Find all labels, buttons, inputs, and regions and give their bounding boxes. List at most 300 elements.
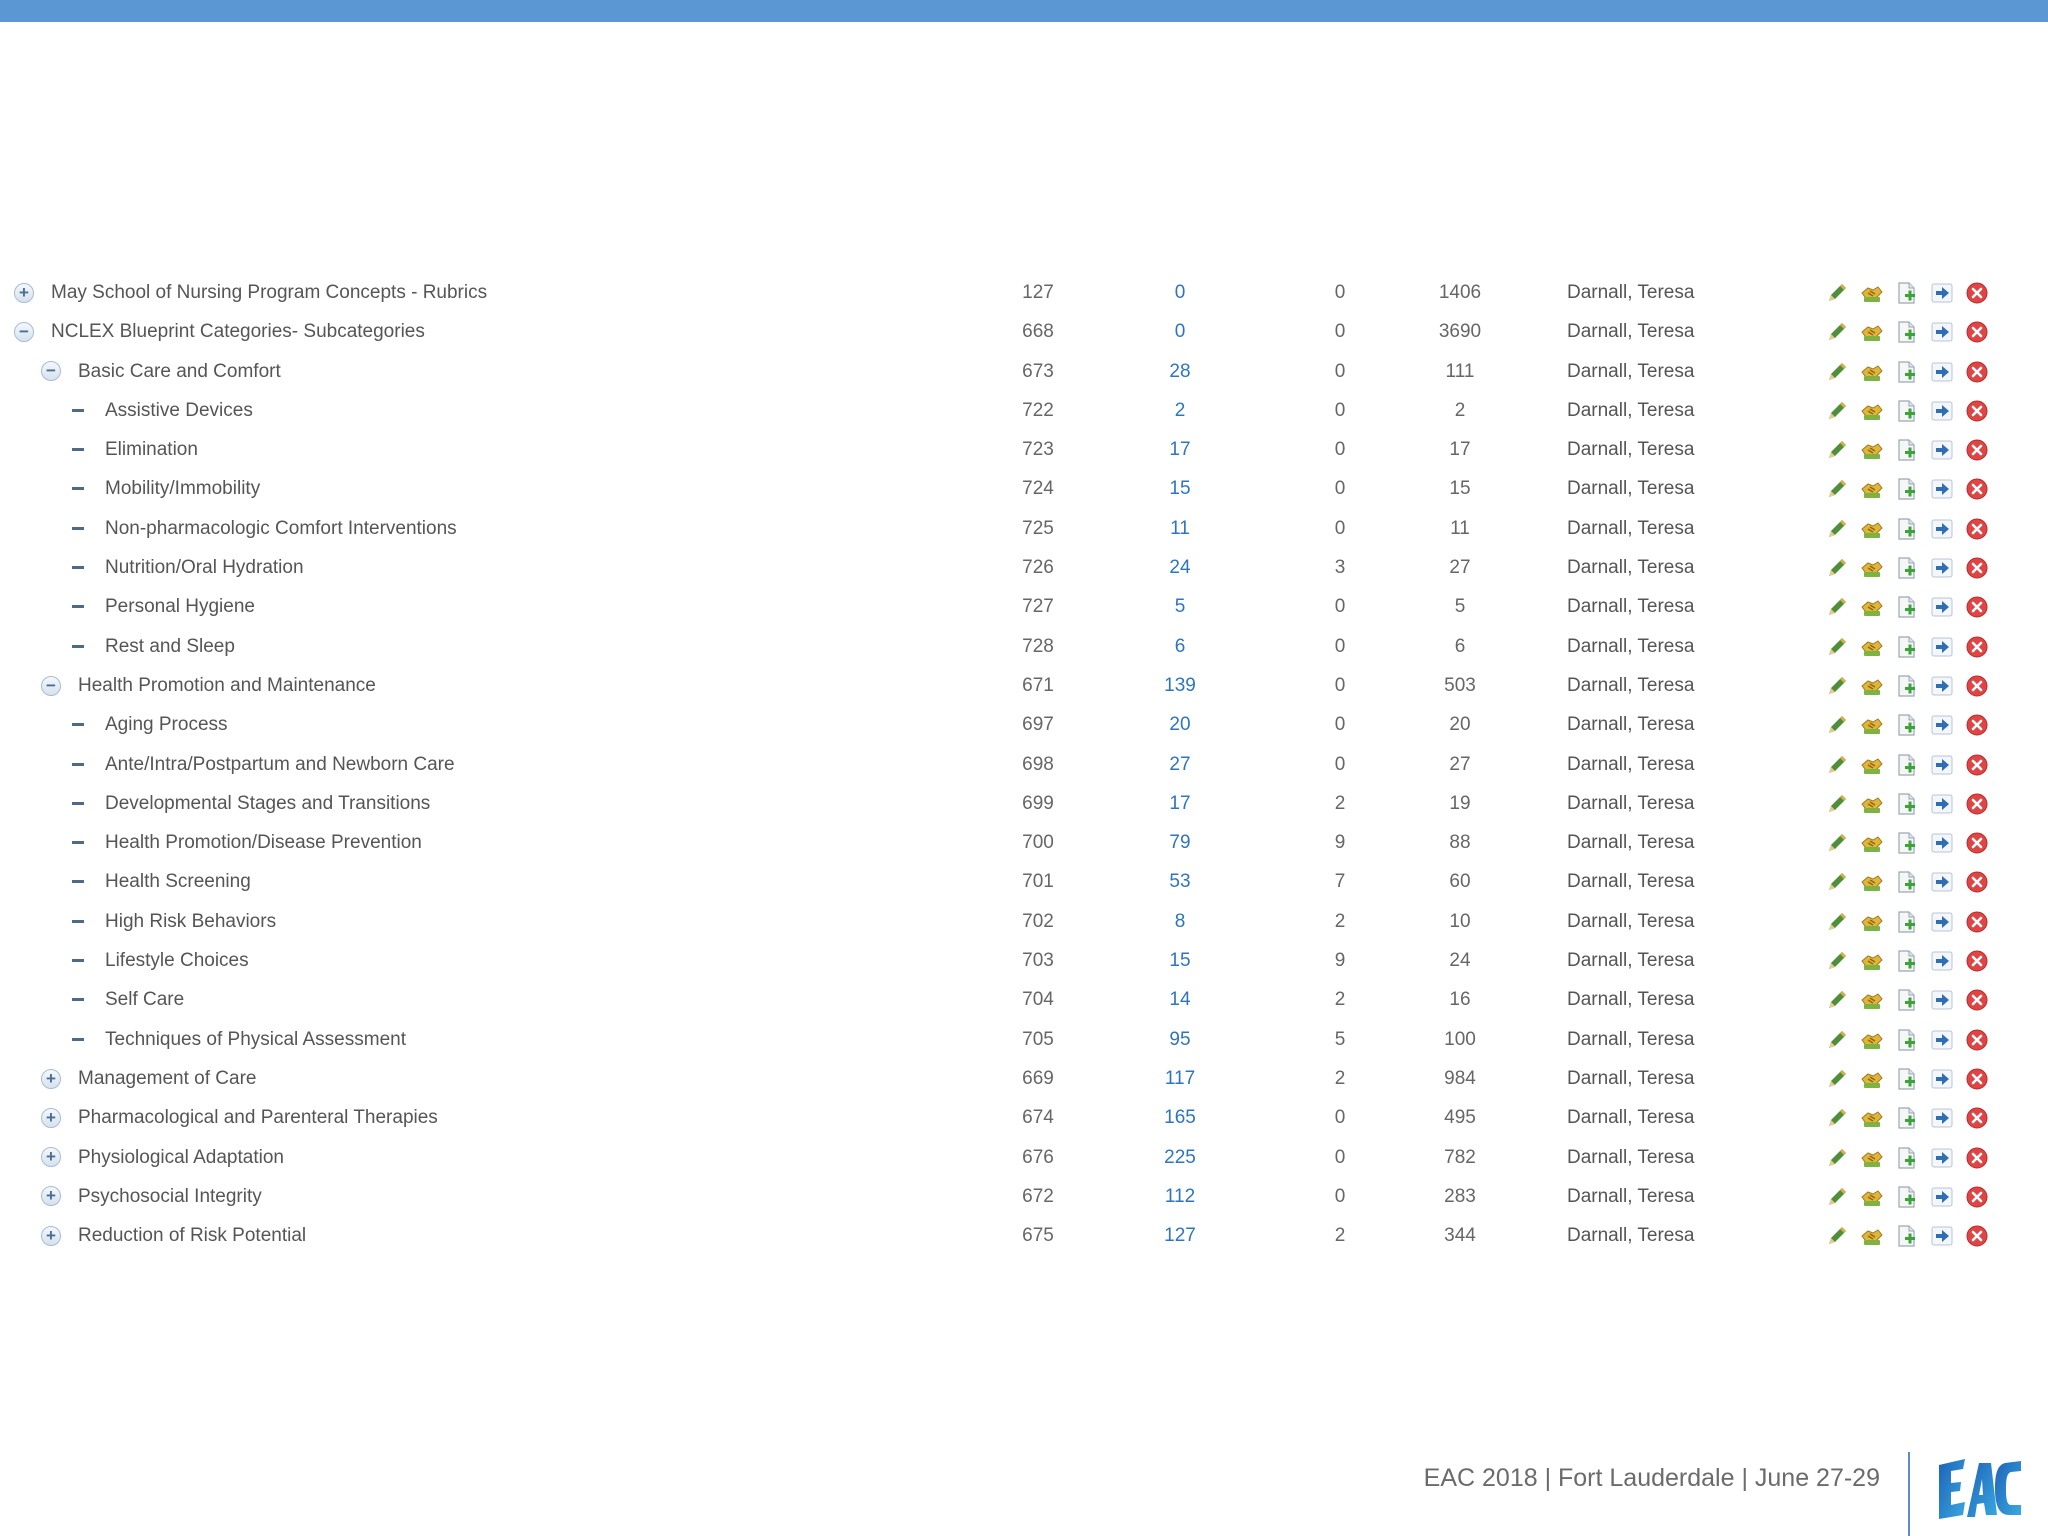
total-count: 503 bbox=[1444, 674, 1476, 696]
delete-icon[interactable] bbox=[1965, 517, 1989, 541]
owner-name: Darnall, Teresa bbox=[1567, 832, 1695, 854]
category-id: 700 bbox=[1022, 832, 1054, 854]
pending-count: 2 bbox=[1334, 989, 1346, 1011]
category-id: 669 bbox=[1022, 1067, 1054, 1089]
category-label: Developmental Stages and Transitions bbox=[105, 792, 431, 814]
row-actions bbox=[1825, 784, 2025, 823]
total-count: 984 bbox=[1444, 1067, 1476, 1089]
total-count: 3690 bbox=[1438, 321, 1482, 343]
edit-pencil-icon[interactable] bbox=[1825, 1224, 1849, 1248]
row-actions bbox=[1825, 273, 2025, 312]
edit-pencil-icon[interactable] bbox=[1825, 831, 1849, 855]
handshake-icon[interactable] bbox=[1860, 635, 1884, 659]
move-arrow-icon[interactable] bbox=[1930, 477, 1954, 501]
question-count-link[interactable]: 15 bbox=[1169, 950, 1191, 972]
move-arrow-icon[interactable] bbox=[1930, 595, 1954, 619]
pending-count: 5 bbox=[1334, 1028, 1346, 1050]
total-count: 111 bbox=[1445, 360, 1475, 382]
handshake-icon[interactable] bbox=[1860, 753, 1884, 777]
handshake-icon[interactable] bbox=[1860, 988, 1884, 1012]
total-count: 100 bbox=[1444, 1028, 1476, 1050]
add-document-icon[interactable] bbox=[1895, 556, 1919, 580]
question-count-link[interactable]: 225 bbox=[1164, 1146, 1196, 1168]
pending-count: 2 bbox=[1334, 1067, 1346, 1089]
edit-pencil-icon[interactable] bbox=[1825, 949, 1849, 973]
add-document-icon[interactable] bbox=[1895, 1106, 1919, 1130]
handshake-icon[interactable] bbox=[1860, 674, 1884, 698]
delete-icon[interactable] bbox=[1965, 713, 1989, 737]
delete-icon[interactable] bbox=[1965, 635, 1989, 659]
add-document-icon[interactable] bbox=[1895, 870, 1919, 894]
move-arrow-icon[interactable] bbox=[1930, 1224, 1954, 1248]
add-document-icon[interactable] bbox=[1895, 949, 1919, 973]
move-arrow-icon[interactable] bbox=[1930, 635, 1954, 659]
dash-icon bbox=[72, 566, 84, 569]
add-document-icon[interactable] bbox=[1895, 517, 1919, 541]
category-label: NCLEX Blueprint Categories- Subcategories bbox=[51, 321, 425, 343]
pending-count: 0 bbox=[1334, 753, 1346, 775]
eac-logo bbox=[1935, 1455, 2025, 1523]
row-actions bbox=[1825, 745, 2025, 784]
handshake-icon[interactable] bbox=[1860, 556, 1884, 580]
row-actions bbox=[1825, 823, 2025, 862]
edit-pencil-icon[interactable] bbox=[1825, 595, 1849, 619]
question-count-link[interactable]: 0 bbox=[1174, 282, 1186, 303]
category-id: 701 bbox=[1022, 871, 1054, 893]
edit-pencil-icon[interactable] bbox=[1825, 870, 1849, 894]
owner-name: Darnall, Teresa bbox=[1567, 792, 1695, 814]
dash-icon bbox=[72, 880, 84, 883]
delete-icon[interactable] bbox=[1965, 556, 1989, 580]
add-document-icon[interactable] bbox=[1895, 595, 1919, 619]
pending-count: 9 bbox=[1334, 832, 1346, 854]
edit-pencil-icon[interactable] bbox=[1825, 635, 1849, 659]
owner-name: Darnall, Teresa bbox=[1567, 1107, 1695, 1129]
handshake-icon[interactable] bbox=[1860, 399, 1884, 423]
dash-icon bbox=[72, 605, 84, 608]
tree-row-rest-and-sleep bbox=[0, 627, 2048, 666]
dash-icon bbox=[72, 448, 84, 451]
pending-count: 0 bbox=[1334, 1107, 1346, 1129]
delete-icon[interactable] bbox=[1965, 1028, 1989, 1052]
move-arrow-icon[interactable] bbox=[1930, 1185, 1954, 1209]
add-document-icon[interactable] bbox=[1895, 1067, 1919, 1091]
handshake-icon[interactable] bbox=[1860, 870, 1884, 894]
delete-icon[interactable] bbox=[1965, 753, 1989, 777]
dash-icon bbox=[72, 645, 84, 648]
question-count-link[interactable]: 112 bbox=[1164, 1185, 1196, 1207]
category-id: 705 bbox=[1022, 1028, 1054, 1050]
dash-icon bbox=[72, 763, 84, 766]
category-id: 672 bbox=[1022, 1185, 1054, 1207]
handshake-icon[interactable] bbox=[1860, 320, 1884, 344]
add-document-icon[interactable] bbox=[1895, 753, 1919, 777]
category-id: 697 bbox=[1022, 714, 1054, 736]
edit-pencil-icon[interactable] bbox=[1825, 713, 1849, 737]
handshake-icon[interactable] bbox=[1860, 1067, 1884, 1091]
owner-name: Darnall, Teresa bbox=[1567, 674, 1695, 696]
pending-count: 0 bbox=[1334, 635, 1346, 657]
tree-row-reduction-of-risk-potential bbox=[0, 1216, 2048, 1255]
tree-row-nclex-blueprint-categories-subcategories bbox=[0, 312, 2048, 351]
row-actions bbox=[1825, 980, 2025, 1019]
question-count-link[interactable]: 139 bbox=[1164, 674, 1196, 696]
handshake-icon[interactable] bbox=[1860, 910, 1884, 934]
collapse-minus-icon[interactable]: − bbox=[14, 322, 34, 342]
category-label: Management of Care bbox=[78, 1067, 257, 1089]
owner-name: Darnall, Teresa bbox=[1567, 321, 1695, 343]
delete-icon[interactable] bbox=[1965, 792, 1989, 816]
total-count: 344 bbox=[1444, 1225, 1476, 1247]
move-arrow-icon[interactable] bbox=[1930, 517, 1954, 541]
move-arrow-icon[interactable] bbox=[1930, 1067, 1954, 1091]
question-count-link[interactable]: 95 bbox=[1169, 1028, 1191, 1050]
total-count: 27 bbox=[1449, 753, 1471, 775]
add-document-icon[interactable] bbox=[1895, 792, 1919, 816]
category-id: 728 bbox=[1022, 635, 1054, 657]
move-arrow-icon[interactable] bbox=[1930, 281, 1954, 305]
tree-row-health-promotion-and-maintenance bbox=[0, 666, 2048, 705]
tree-row-high-risk-behaviors bbox=[0, 902, 2048, 941]
dash-icon bbox=[72, 723, 84, 726]
handshake-icon[interactable] bbox=[1860, 831, 1884, 855]
move-arrow-icon[interactable] bbox=[1930, 753, 1954, 777]
owner-name: Darnall, Teresa bbox=[1567, 557, 1695, 579]
owner-name: Darnall, Teresa bbox=[1567, 1225, 1695, 1247]
move-arrow-icon[interactable] bbox=[1930, 713, 1954, 737]
handshake-icon[interactable] bbox=[1860, 792, 1884, 816]
expand-plus-icon[interactable]: + bbox=[41, 1186, 61, 1206]
edit-pencil-icon[interactable] bbox=[1825, 438, 1849, 462]
question-count-link[interactable]: 15 bbox=[1169, 478, 1191, 500]
total-count: 24 bbox=[1449, 950, 1471, 972]
edit-pencil-icon[interactable] bbox=[1825, 517, 1849, 541]
add-document-icon[interactable] bbox=[1895, 831, 1919, 855]
add-document-icon[interactable] bbox=[1895, 360, 1919, 384]
tree-row-techniques-of-physical-assessment bbox=[0, 1020, 2048, 1059]
expand-plus-icon[interactable]: + bbox=[14, 283, 34, 303]
question-count-link[interactable]: 127 bbox=[1164, 1225, 1196, 1247]
total-count: 15 bbox=[1449, 478, 1471, 500]
question-count-link[interactable]: 6 bbox=[1174, 635, 1186, 657]
total-count: 6 bbox=[1454, 635, 1466, 657]
row-actions bbox=[1825, 587, 2025, 626]
move-arrow-icon[interactable] bbox=[1930, 1146, 1954, 1170]
move-arrow-icon[interactable] bbox=[1930, 870, 1954, 894]
add-document-icon[interactable] bbox=[1895, 1224, 1919, 1248]
delete-icon[interactable] bbox=[1965, 988, 1989, 1012]
tree-row-basic-care-and-comfort bbox=[0, 352, 2048, 391]
owner-name: Darnall, Teresa bbox=[1567, 714, 1695, 736]
owner-name: Darnall, Teresa bbox=[1567, 989, 1695, 1011]
delete-icon[interactable] bbox=[1965, 910, 1989, 934]
edit-pencil-icon[interactable] bbox=[1825, 320, 1849, 344]
edit-pencil-icon[interactable] bbox=[1825, 674, 1849, 698]
pending-count: 0 bbox=[1334, 399, 1346, 421]
pending-count: 2 bbox=[1334, 792, 1346, 814]
delete-icon[interactable] bbox=[1965, 1146, 1989, 1170]
tree-row-aging-process bbox=[0, 705, 2048, 744]
owner-name: Darnall, Teresa bbox=[1567, 360, 1695, 382]
handshake-icon[interactable] bbox=[1860, 713, 1884, 737]
edit-pencil-icon[interactable] bbox=[1825, 399, 1849, 423]
handshake-icon[interactable] bbox=[1860, 438, 1884, 462]
add-document-icon[interactable] bbox=[1895, 281, 1919, 305]
move-arrow-icon[interactable] bbox=[1930, 1106, 1954, 1130]
question-count-link[interactable]: 165 bbox=[1164, 1107, 1196, 1129]
category-id: 726 bbox=[1022, 557, 1054, 579]
question-count-link[interactable]: 2 bbox=[1174, 399, 1186, 421]
tree-row-pharmacological-and-parenteral-therapies bbox=[0, 1098, 2048, 1137]
owner-name: Darnall, Teresa bbox=[1567, 399, 1695, 421]
row-actions bbox=[1825, 1138, 2025, 1177]
edit-pencil-icon[interactable] bbox=[1825, 753, 1849, 777]
add-document-icon[interactable] bbox=[1895, 320, 1919, 344]
category-id: 675 bbox=[1022, 1225, 1054, 1247]
expand-plus-icon[interactable]: + bbox=[41, 1147, 61, 1167]
collapse-minus-icon[interactable]: − bbox=[41, 676, 61, 696]
row-actions bbox=[1825, 391, 2025, 430]
owner-name: Darnall, Teresa bbox=[1567, 1067, 1695, 1089]
row-actions bbox=[1825, 627, 2025, 666]
move-arrow-icon[interactable] bbox=[1930, 910, 1954, 934]
delete-icon[interactable] bbox=[1965, 831, 1989, 855]
tree-row-health-promotion-disease-prevention bbox=[0, 823, 2048, 862]
add-document-icon[interactable] bbox=[1895, 1146, 1919, 1170]
row-actions bbox=[1825, 1098, 2025, 1137]
owner-name: Darnall, Teresa bbox=[1567, 517, 1695, 539]
add-document-icon[interactable] bbox=[1895, 399, 1919, 423]
owner-name: Darnall, Teresa bbox=[1567, 871, 1695, 893]
category-label: Health Promotion and Maintenance bbox=[78, 674, 376, 696]
move-arrow-icon[interactable] bbox=[1930, 1028, 1954, 1052]
add-document-icon[interactable] bbox=[1895, 674, 1919, 698]
row-actions bbox=[1825, 509, 2025, 548]
edit-pencil-icon[interactable] bbox=[1825, 1185, 1849, 1209]
move-arrow-icon[interactable] bbox=[1930, 556, 1954, 580]
owner-name: Darnall, Teresa bbox=[1567, 1185, 1695, 1207]
category-id: 127 bbox=[1022, 282, 1054, 303]
dash-icon bbox=[72, 527, 84, 530]
row-actions bbox=[1825, 312, 2025, 351]
handshake-icon[interactable] bbox=[1860, 517, 1884, 541]
delete-icon[interactable] bbox=[1965, 1106, 1989, 1130]
tree-row-nutrition-oral-hydration bbox=[0, 548, 2048, 587]
tree-row-management-of-care bbox=[0, 1059, 2048, 1098]
handshake-icon[interactable] bbox=[1860, 595, 1884, 619]
collapse-minus-icon[interactable]: − bbox=[41, 361, 61, 381]
edit-pencil-icon[interactable] bbox=[1825, 360, 1849, 384]
handshake-icon[interactable] bbox=[1860, 1028, 1884, 1052]
edit-pencil-icon[interactable] bbox=[1825, 1106, 1849, 1130]
question-count-link[interactable]: 17 bbox=[1169, 439, 1191, 461]
add-document-icon[interactable] bbox=[1895, 1185, 1919, 1209]
question-count-link[interactable]: 79 bbox=[1169, 832, 1191, 854]
question-count-link[interactable]: 11 bbox=[1170, 517, 1190, 539]
delete-icon[interactable] bbox=[1965, 399, 1989, 423]
move-arrow-icon[interactable] bbox=[1930, 360, 1954, 384]
total-count: 283 bbox=[1444, 1185, 1476, 1207]
category-id: 702 bbox=[1022, 910, 1054, 932]
handshake-icon[interactable] bbox=[1860, 1106, 1884, 1130]
add-document-icon[interactable] bbox=[1895, 713, 1919, 737]
delete-icon[interactable] bbox=[1965, 870, 1989, 894]
tree-row-health-screening bbox=[0, 862, 2048, 901]
total-count: 88 bbox=[1449, 832, 1471, 854]
move-arrow-icon[interactable] bbox=[1930, 399, 1954, 423]
category-label: Assistive Devices bbox=[105, 399, 253, 421]
row-actions bbox=[1825, 548, 2025, 587]
dash-icon bbox=[72, 409, 84, 412]
edit-pencil-icon[interactable] bbox=[1825, 477, 1849, 501]
category-id: 699 bbox=[1022, 792, 1054, 814]
category-label: Aging Process bbox=[105, 714, 228, 736]
delete-icon[interactable] bbox=[1965, 477, 1989, 501]
pending-count: 0 bbox=[1334, 714, 1346, 736]
owner-name: Darnall, Teresa bbox=[1567, 439, 1695, 461]
owner-name: Darnall, Teresa bbox=[1567, 282, 1695, 303]
row-actions bbox=[1825, 666, 2025, 705]
total-count: 495 bbox=[1444, 1107, 1476, 1129]
category-label: Elimination bbox=[105, 439, 198, 461]
pending-count: 0 bbox=[1334, 517, 1346, 539]
edit-pencil-icon[interactable] bbox=[1825, 281, 1849, 305]
edit-pencil-icon[interactable] bbox=[1825, 556, 1849, 580]
row-actions bbox=[1825, 705, 2025, 744]
move-arrow-icon[interactable] bbox=[1930, 320, 1954, 344]
delete-icon[interactable] bbox=[1965, 281, 1989, 305]
question-count-link[interactable]: 27 bbox=[1169, 753, 1191, 775]
question-count-link[interactable]: 17 bbox=[1169, 792, 1191, 814]
category-label: Ante/Intra/Postpartum and Newborn Care bbox=[105, 753, 455, 775]
category-label: Physiological Adaptation bbox=[78, 1146, 284, 1168]
total-count: 1406 bbox=[1438, 282, 1482, 303]
handshake-icon[interactable] bbox=[1860, 360, 1884, 384]
question-count-link[interactable]: 53 bbox=[1169, 871, 1191, 893]
tree-row-elimination bbox=[0, 430, 2048, 469]
question-count-link[interactable]: 14 bbox=[1169, 989, 1191, 1011]
pending-count: 0 bbox=[1334, 282, 1346, 303]
handshake-icon[interactable] bbox=[1860, 1185, 1884, 1209]
category-label: High Risk Behaviors bbox=[105, 910, 277, 932]
question-count-link[interactable]: 0 bbox=[1174, 321, 1186, 343]
delete-icon[interactable] bbox=[1965, 1224, 1989, 1248]
total-count: 10 bbox=[1449, 910, 1471, 932]
pending-count: 0 bbox=[1334, 321, 1346, 343]
total-count: 60 bbox=[1449, 871, 1471, 893]
category-label: Basic Care and Comfort bbox=[78, 360, 281, 382]
dash-icon bbox=[72, 920, 84, 923]
category-id: 676 bbox=[1022, 1146, 1054, 1168]
tree-row-may-school-of-nursing-program-concepts-rubrics bbox=[0, 273, 2048, 312]
delete-icon[interactable] bbox=[1965, 1185, 1989, 1209]
add-document-icon[interactable] bbox=[1895, 635, 1919, 659]
edit-pencil-icon[interactable] bbox=[1825, 1146, 1849, 1170]
pending-count: 2 bbox=[1334, 1225, 1346, 1247]
move-arrow-icon[interactable] bbox=[1930, 438, 1954, 462]
delete-icon[interactable] bbox=[1965, 674, 1989, 698]
add-document-icon[interactable] bbox=[1895, 910, 1919, 934]
pending-count: 0 bbox=[1334, 674, 1346, 696]
category-label: Health Promotion/Disease Prevention bbox=[105, 832, 422, 854]
owner-name: Darnall, Teresa bbox=[1567, 596, 1695, 618]
owner-name: Darnall, Teresa bbox=[1567, 753, 1695, 775]
edit-pencil-icon[interactable] bbox=[1825, 1028, 1849, 1052]
delete-icon[interactable] bbox=[1965, 595, 1989, 619]
row-actions bbox=[1825, 902, 2025, 941]
expand-plus-icon[interactable]: + bbox=[41, 1226, 61, 1246]
tree-row-personal-hygiene bbox=[0, 587, 2048, 626]
question-count-link[interactable]: 24 bbox=[1169, 557, 1191, 579]
row-actions bbox=[1825, 430, 2025, 469]
handshake-icon[interactable] bbox=[1860, 281, 1884, 305]
owner-name: Darnall, Teresa bbox=[1567, 635, 1695, 657]
question-count-link[interactable]: 20 bbox=[1169, 714, 1191, 736]
category-label: Personal Hygiene bbox=[105, 596, 255, 618]
question-count-link[interactable]: 8 bbox=[1174, 910, 1186, 932]
row-actions bbox=[1825, 469, 2025, 508]
move-arrow-icon[interactable] bbox=[1930, 831, 1954, 855]
category-label: Rest and Sleep bbox=[105, 635, 235, 657]
tree-row-lifestyle-choices bbox=[0, 941, 2048, 980]
edit-pencil-icon[interactable] bbox=[1825, 988, 1849, 1012]
add-document-icon[interactable] bbox=[1895, 1028, 1919, 1052]
pending-count: 9 bbox=[1334, 950, 1346, 972]
handshake-icon[interactable] bbox=[1860, 1146, 1884, 1170]
tree-row-assistive-devices bbox=[0, 391, 2048, 430]
dash-icon bbox=[72, 959, 84, 962]
total-count: 17 bbox=[1449, 439, 1471, 461]
category-tree-table bbox=[0, 273, 2048, 1255]
category-label: Lifestyle Choices bbox=[105, 950, 249, 972]
handshake-icon[interactable] bbox=[1860, 1224, 1884, 1248]
delete-icon[interactable] bbox=[1965, 949, 1989, 973]
add-document-icon[interactable] bbox=[1895, 477, 1919, 501]
move-arrow-icon[interactable] bbox=[1930, 988, 1954, 1012]
move-arrow-icon[interactable] bbox=[1930, 949, 1954, 973]
category-label: Mobility/Immobility bbox=[105, 478, 261, 500]
question-count-link[interactable]: 5 bbox=[1174, 596, 1186, 618]
category-label: Non-pharmacologic Comfort Interventions bbox=[105, 517, 457, 539]
tree-row-mobility-immobility bbox=[0, 469, 2048, 508]
question-count-link[interactable]: 28 bbox=[1169, 360, 1191, 382]
category-label: Pharmacological and Parenteral Therapies bbox=[78, 1107, 438, 1129]
owner-name: Darnall, Teresa bbox=[1567, 1146, 1695, 1168]
edit-pencil-icon[interactable] bbox=[1825, 792, 1849, 816]
handshake-icon[interactable] bbox=[1860, 477, 1884, 501]
move-arrow-icon[interactable] bbox=[1930, 674, 1954, 698]
expand-plus-icon[interactable]: + bbox=[41, 1108, 61, 1128]
category-label: Nutrition/Oral Hydration bbox=[105, 557, 304, 579]
delete-icon[interactable] bbox=[1965, 438, 1989, 462]
tree-row-self-care bbox=[0, 980, 2048, 1019]
edit-pencil-icon[interactable] bbox=[1825, 910, 1849, 934]
add-document-icon[interactable] bbox=[1895, 988, 1919, 1012]
delete-icon[interactable] bbox=[1965, 320, 1989, 344]
category-id: 723 bbox=[1022, 439, 1054, 461]
total-count: 5 bbox=[1454, 596, 1466, 618]
add-document-icon[interactable] bbox=[1895, 438, 1919, 462]
pending-count: 3 bbox=[1334, 557, 1346, 579]
delete-icon[interactable] bbox=[1965, 1067, 1989, 1091]
delete-icon[interactable] bbox=[1965, 360, 1989, 384]
expand-plus-icon[interactable]: + bbox=[41, 1069, 61, 1089]
handshake-icon[interactable] bbox=[1860, 949, 1884, 973]
edit-pencil-icon[interactable] bbox=[1825, 1067, 1849, 1091]
question-count-link[interactable]: 117 bbox=[1164, 1067, 1196, 1089]
move-arrow-icon[interactable] bbox=[1930, 792, 1954, 816]
pending-count: 0 bbox=[1334, 360, 1346, 382]
